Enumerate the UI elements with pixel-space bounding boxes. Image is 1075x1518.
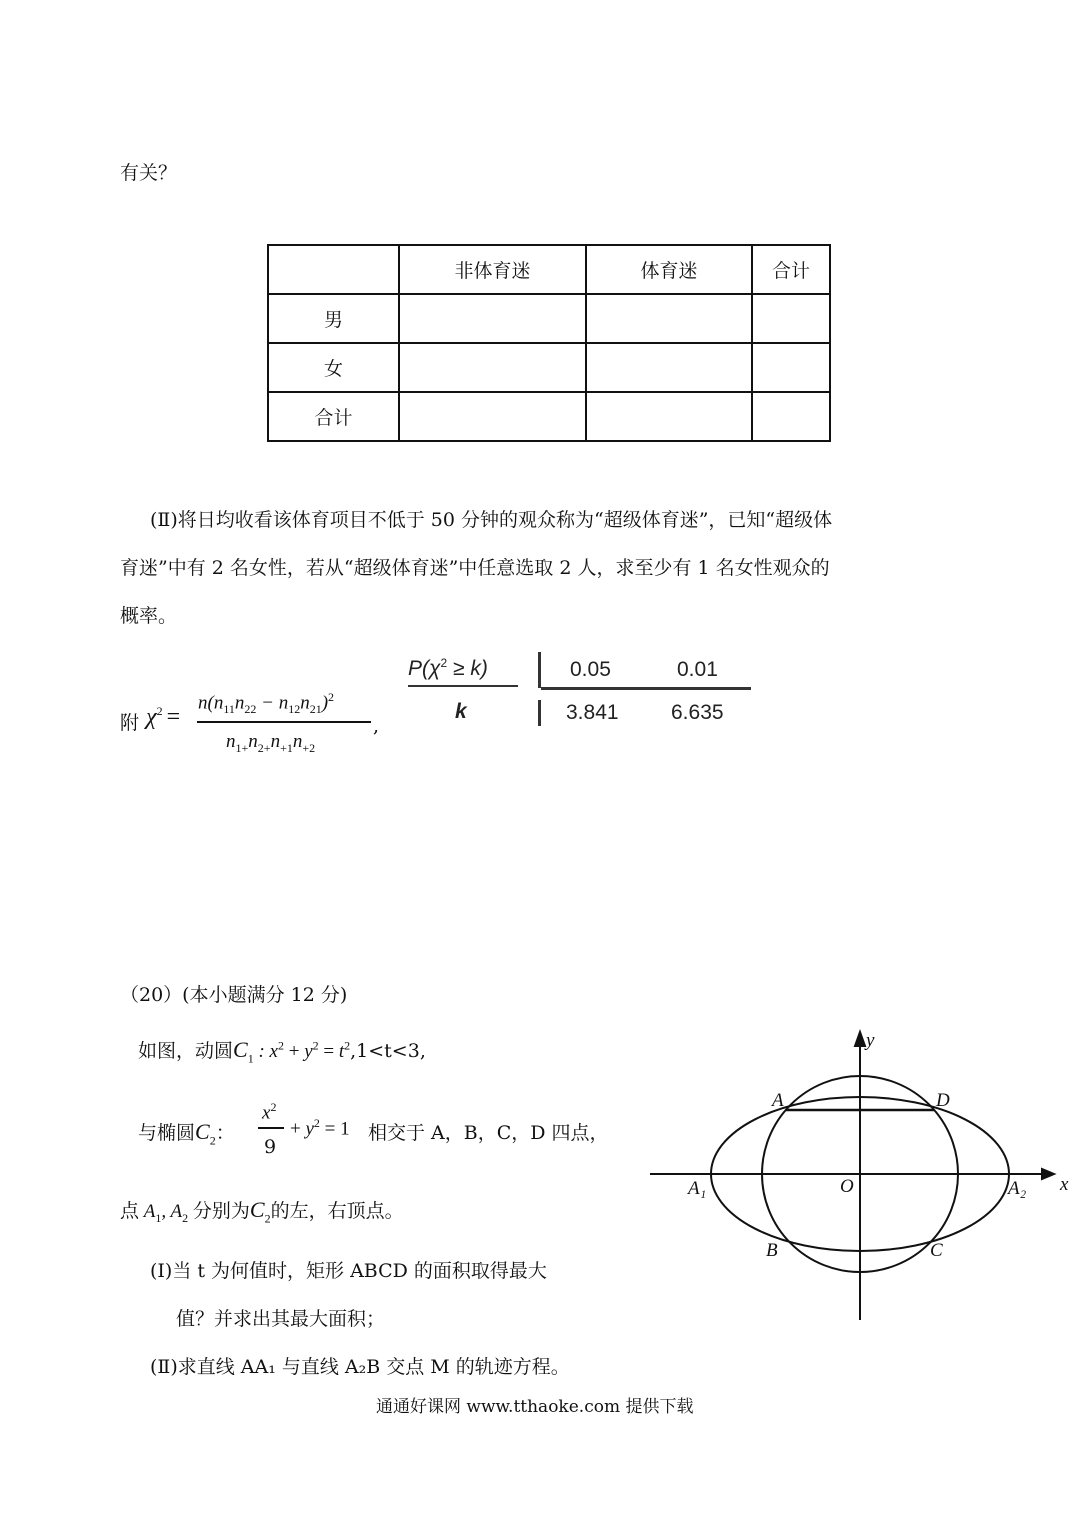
y-axis-arrow-icon (855, 1032, 865, 1046)
table-row (268, 294, 830, 343)
table-cell (586, 392, 752, 441)
table-cell (752, 294, 830, 343)
label-x: x (1060, 1174, 1069, 1195)
table-divider (538, 652, 541, 688)
label-d: D (936, 1090, 950, 1111)
ellipse-frac-den: 9 (264, 1136, 277, 1158)
k-value: 6.635 (671, 701, 724, 724)
x-axis-arrow-icon (1042, 1169, 1054, 1179)
table-row (268, 343, 830, 392)
p-header-underline (408, 685, 518, 687)
ellipse-rest: + $y^2 = 1$ (290, 1116, 350, 1140)
table-cell (399, 294, 586, 343)
q20-line1-prefix: 如图，动圆 (138, 1040, 234, 1062)
label-origin: O (840, 1176, 854, 1197)
label-a2: A₂ (1008, 1178, 1027, 1199)
table-cell (399, 392, 586, 441)
table-header-row (268, 245, 830, 294)
row-label: 男 (268, 294, 399, 343)
label-b: B (766, 1240, 778, 1261)
table-cell (399, 343, 586, 392)
formula-numerator: $n(n_{11}n_{22} - n_{12}n_{21})^2$ (198, 690, 335, 717)
formula-denominator: $n_{1+}n_{2+}n_{+1}n_{+2}$ (226, 731, 316, 755)
contingency-table (267, 244, 831, 442)
q20-heading: （20）(本小题满分 12 分) (120, 984, 348, 1006)
q20-line2-prefix-wrap: 与椭圆$C_2$： (138, 1119, 235, 1148)
table-header-cell (268, 245, 399, 294)
intro-fragment: 有关？ (120, 162, 178, 184)
table-header-cell: 合计 (752, 245, 830, 294)
p-value: 0.05 (570, 658, 611, 681)
label-a1: A₁ (688, 1178, 707, 1199)
p-value: 0.01 (677, 658, 718, 681)
table-rule (541, 687, 751, 690)
label-y: y (866, 1030, 875, 1051)
label-a: A (772, 1090, 784, 1111)
q20-line1: 如图，动圆$C_1$ : $x^2 + y^2 = t^2,1<t<3$, (138, 1037, 426, 1066)
chi-square-symbol: $\chi^2$ = (146, 704, 181, 730)
formula-comma: , (373, 715, 380, 737)
q20-part1-line1: (Ⅰ)当 t 为何值时，矩形 ABCD 的面积取得最大 (150, 1260, 547, 1282)
table-cell (586, 294, 752, 343)
ellipse-frac-bar (258, 1127, 284, 1129)
appendix-prefix: 附 (120, 712, 140, 734)
q20-part1-line2: 值？并求出其最大面积； (176, 1308, 386, 1330)
k-value: 3.841 (566, 701, 619, 724)
table-header-cell: 非体育迷 (399, 245, 586, 294)
page-footer: 通通好课网 www.tthaoke.com 提供下载 (376, 1397, 694, 1417)
q20-line3: 点 $A_1$, $A_2$ 分别为$C_2$的左，右顶点。 (120, 1197, 404, 1226)
part2-line2: 育迷”中有 2 名女性，若从“超级体育迷”中任意选取 2 人，求至少有 1 名女性观众的 (120, 557, 830, 579)
table-cell (752, 343, 830, 392)
part2-line1: (Ⅱ)将日均收看该体育项目不低于 50 分钟的观众称为“超级体育迷”，已知“超级体 (150, 509, 833, 531)
p-header: $P(\chi^2 \ge k)$ (408, 656, 488, 680)
table-header-cell: 体育迷 (586, 245, 752, 294)
q20-condition: ,1<t<3, (350, 1040, 426, 1062)
row-label: 女 (268, 343, 399, 392)
k-label: k (455, 700, 467, 723)
row-label: 合计 (268, 392, 399, 441)
part2-line3: 概率。 (120, 605, 178, 627)
table-cell (586, 343, 752, 392)
label-c: C (930, 1240, 943, 1261)
table-row (268, 392, 830, 441)
table-divider (538, 700, 541, 726)
q20-line2-prefix: 与椭圆 (138, 1122, 196, 1144)
table-cell (752, 392, 830, 441)
ellipse-circle-figure (640, 1020, 1070, 1330)
ellipse-frac-num: $x^2$ (262, 1100, 277, 1124)
q20-line2-suffix: 相交于 A，B，C，D 四点， (368, 1122, 609, 1144)
q20-part2: (Ⅱ)求直线 AA₁ 与直线 A₂B 交点 M 的轨迹方程。 (150, 1356, 570, 1378)
fraction-bar (197, 721, 371, 723)
